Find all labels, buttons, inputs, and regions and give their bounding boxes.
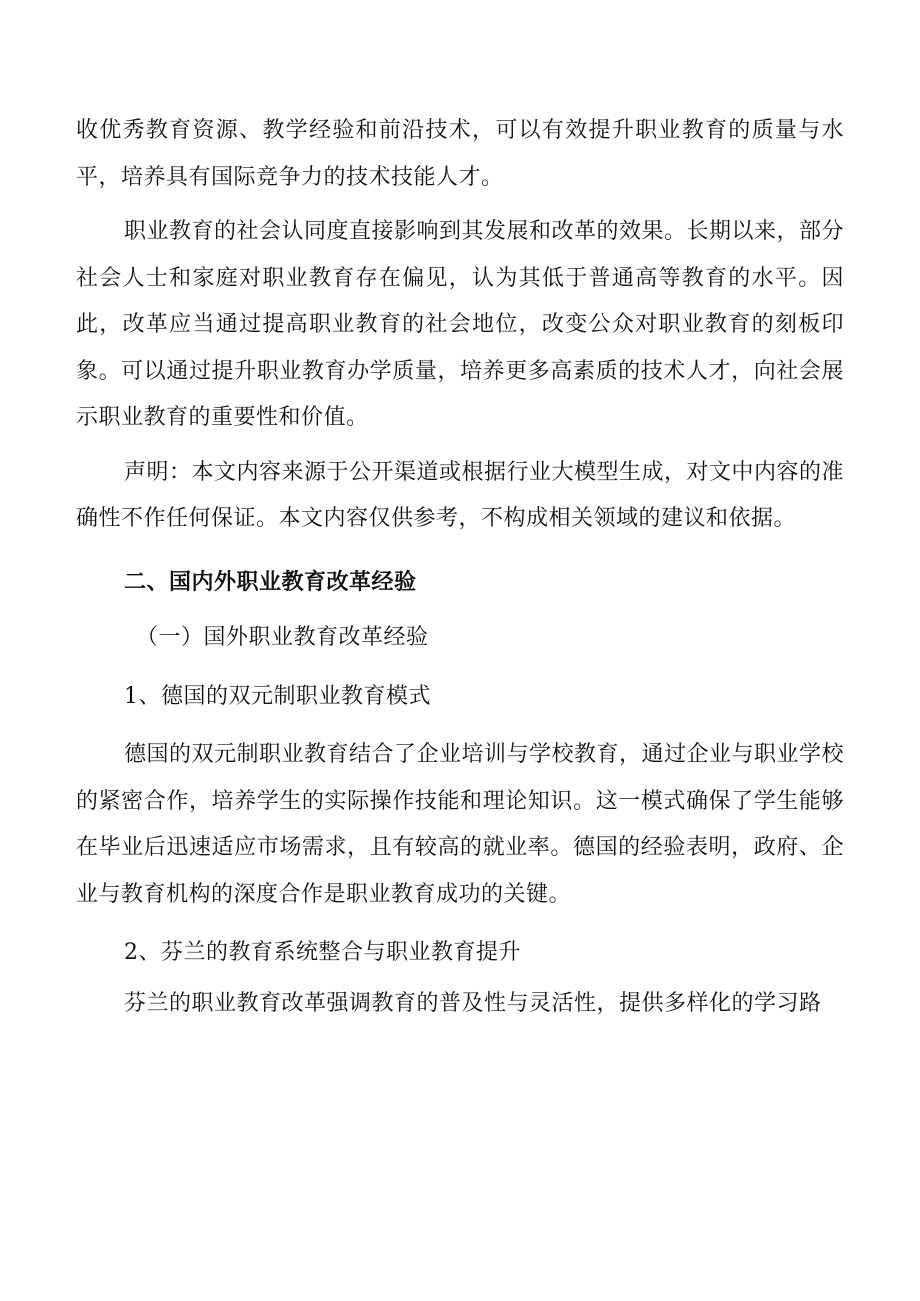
subsection-heading: （一）国外职业教育改革经验 [136, 625, 429, 650]
item1-paragraph: 德国的双元制职业教育结合了企业培训与学校教育，通过企业与职业学校的紧密合作，培养学生的实际操作技能和理论知识。这一模式确保了学生能够在毕业后迅速适应市场需求，且有较高的就业率。德国的经验表明，政府、企业与教育机构的深度合作是职业教育成功的关键。 [76, 742, 845, 907]
item2-paragraph: 芬兰的职业教育改革强调教育的普及性与灵活性，提供多样化的学习路 [124, 990, 822, 1016]
paragraph-disclaimer: 声明：本文内容来源于公开渠道或根据行业大模型生成，对文中内容的准确性不作任何保证。本文内容仅供参考，不构成相关领域的建议和依据。 [76, 459, 845, 531]
item1-heading: 1、德国的双元制职业教育模式 [124, 683, 431, 709]
section-heading: 二、国内外职业教育改革经验 [124, 568, 417, 595]
paragraph-social-recognition: 职业教育的社会认同度直接影响到其发展和改革的效果。长期以来，部分社会人士和家庭对职业教育存在偏见，认为其低于普通高等教育的水平。因此，改革应当通过提高职业教育的社会地位，改变公众对职业教育的刻板印象。可以通过提升职业教育办学质量，培养更多高素质的技术人才，向社会展示职业教育的重要性和价值。 [76, 219, 845, 430]
item2-heading: 2、芬兰的教育系统整合与职业教育提升 [124, 940, 521, 965]
paragraph-continuation: 收优秀教育资源、教学经验和前沿技术，可以有效提升职业教育的质量与水平，培养具有国际竞争力的技术技能人才。 [76, 118, 844, 190]
document-body [76, 108, 844, 1027]
